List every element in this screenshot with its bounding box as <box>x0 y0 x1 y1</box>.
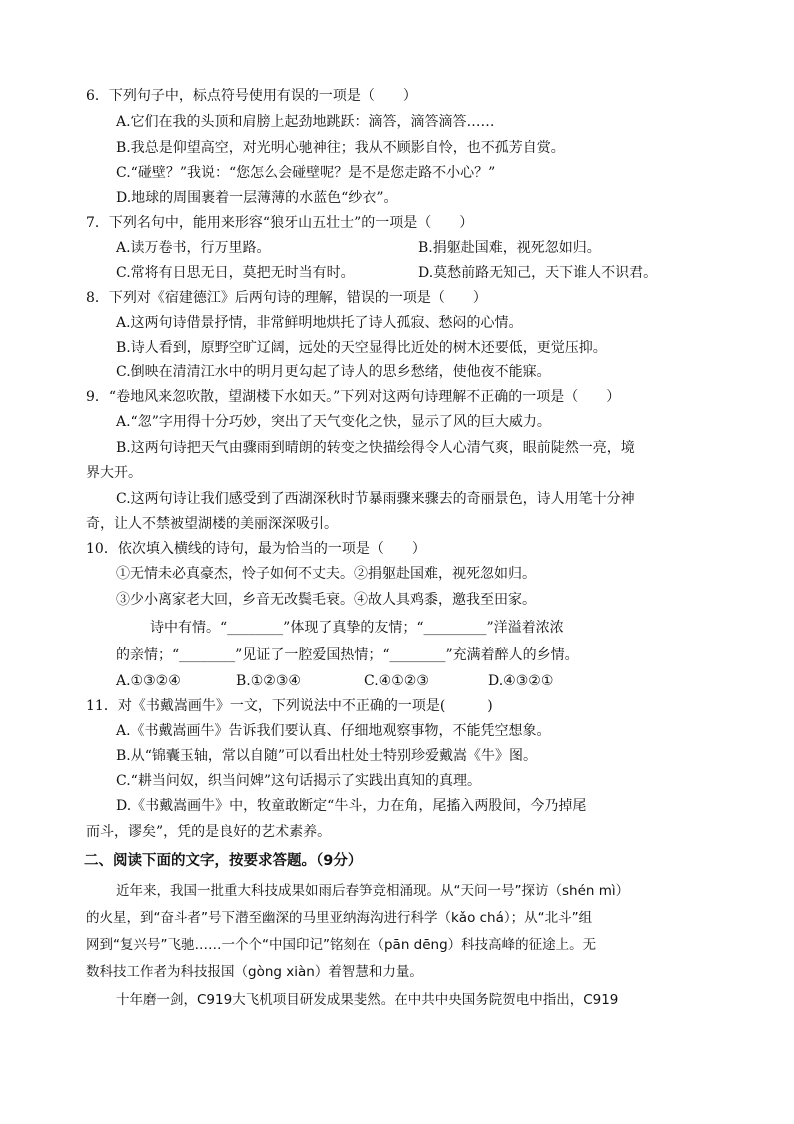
question-6-option-d: D.地球的周围裹着一层薄薄的水蓝色“纱衣”。 <box>116 190 398 206</box>
question-10-poem-line2: ③少小离家老大回，乡音无改鬓毛衰。④故人具鸡黍，邀我至田家。 <box>116 592 536 608</box>
question-10-fill-line2: 的亲情；“________”见证了一腔爱国热情；“________”充满着醉人的乡情。 <box>116 647 579 663</box>
section-2-heading: 二、阅读下面的文字，按要求答题。（9分） <box>84 853 363 869</box>
question-10-stem: 10．依次填入横线的诗句，最为恰当的一项是（ ） <box>86 541 426 557</box>
question-10-option-d: D.④③②① <box>488 673 554 689</box>
question-7-stem: 7．下列名句中，能用来形容“狼牙山五壮士”的一项是（ ） <box>86 215 474 231</box>
question-8-option-c: C.倒映在清清江水中的明月更勾起了诗人的思乡愁绪，使他夜不能寐。 <box>116 364 551 380</box>
passage-paragraph-1-line4: 数科技工作者为科技报国（gòng xiàn）着智慧和力量。 <box>86 964 423 980</box>
question-10-poem-line1: ①无情未必真豪杰，怜子如何不丈夫。②捐躯赴国难，视死忽如归。 <box>116 566 536 582</box>
passage-paragraph-1-line3: 网到“复兴号”飞驰……一个个“中国印记”铭刻在（pān dēng）科技高峰的征途上。无 <box>86 937 597 953</box>
question-9-option-c-line1: C.这两句诗让我们感受到了西湖深秋时节暴雨骤来骤去的奇丽景色，诗人用笔十分神 <box>116 491 635 507</box>
question-6-option-a: A.它们在我的头顶和肩膀上起劲地跳跃：滴答，滴答滴答…… <box>116 114 495 130</box>
question-10-option-b: B.①②③④ <box>236 673 301 689</box>
question-11-option-c: C.“耕当问奴，织当问婢”这句话揭示了实践出真知的真理。 <box>116 773 481 789</box>
question-9-option-b-line2: 界大开。 <box>86 465 142 481</box>
question-8-stem: 8．下列对《宿建德江》后两句诗的理解，错误的一项是（ ） <box>86 290 487 306</box>
question-7-option-d: D.莫愁前路无知己，天下谁人不识君。 <box>418 265 658 281</box>
question-9-stem: 9．“卷地风来忽吹散，望湖楼下水如天。”下列对这两句诗理解不正确的一项是（ ） <box>86 389 621 405</box>
question-7-option-a: A.读万卷书，行万里路。 <box>116 240 271 256</box>
question-10-fill-line1: 诗中有情。“________”体现了真挚的友情；“_________”洋溢着浓浓 <box>150 620 564 636</box>
question-7-option-c: C.常将有日思无日，莫把无时当有时。 <box>116 265 355 281</box>
question-11-option-b: B.从“锦囊玉轴，常以自随”可以看出杜处士特别珍爱戴嵩《牛》图。 <box>116 748 538 764</box>
passage-paragraph-1-line2: 的火星，到“奋斗者”号下潜至幽深的马里亚纳海沟进行科学（kǎo chá）；从“北斗”组 <box>86 910 593 926</box>
question-9-option-c-line2: 奇，让人不禁被望湖楼的美丽深深吸引。 <box>86 516 338 532</box>
question-6-option-b: B.我总是仰望高空，对光明心驰神往；我从不顾影自怜，也不孤芳自赏。 <box>116 140 565 156</box>
question-11-option-a: A.《书戴嵩画牛》告诉我们要认真、仔细地观察事物，不能凭空想象。 <box>116 723 551 739</box>
passage-paragraph-1-line1: 近年来，我国一批重大科技成果如雨后春笋竞相涌现。从“天问一号”探访（shén mì） <box>116 883 630 899</box>
question-9-option-b-line1: B.这两句诗把天气由骤雨到晴朗的转变之快描绘得令人心清气爽，眼前陡然一亮，境 <box>116 440 635 456</box>
question-7-option-b: B.捐躯赴国难，视死忽如归。 <box>418 240 601 256</box>
question-6-stem: 6．下列句子中，标点符号使用有误的一项是（ ） <box>86 88 417 104</box>
question-8-option-b: B.诗人看到，原野空旷辽阔，远处的天空显得比近处的树木还要低，更觉压抑。 <box>116 340 607 356</box>
passage-paragraph-2-line1: 十年磨一剑，C919大飞机项目研发成果斐然。在中共中央国务院贺电中指出，C919 <box>116 992 619 1008</box>
question-11-stem: 11．对《书戴嵩画牛》一文，下列说法中不正确的一项是( ) <box>86 698 493 714</box>
question-6-option-c: C.“碰壁？”我说：“您怎么会碰壁呢？是不是您走路不小心？” <box>116 165 496 181</box>
question-10-option-a: A.①③②④ <box>116 673 181 689</box>
question-8-option-a: A.这两句诗借景抒情，非常鲜明地烘托了诗人孤寂、愁闷的心情。 <box>116 315 523 331</box>
question-11-option-d-line1: D.《书戴嵩画牛》中，牧童敢断定“牛斗，力在角，尾搐入两股间，今乃掉尾 <box>116 798 587 814</box>
question-11-option-d-line2: 而斗，谬矣”，凭的是良好的艺术素养。 <box>86 824 332 840</box>
question-9-option-a: A.“忽”字用得十分巧妙，突出了天气变化之快，显示了风的巨大威力。 <box>116 414 551 430</box>
question-10-option-c: C.④①②③ <box>364 673 429 689</box>
